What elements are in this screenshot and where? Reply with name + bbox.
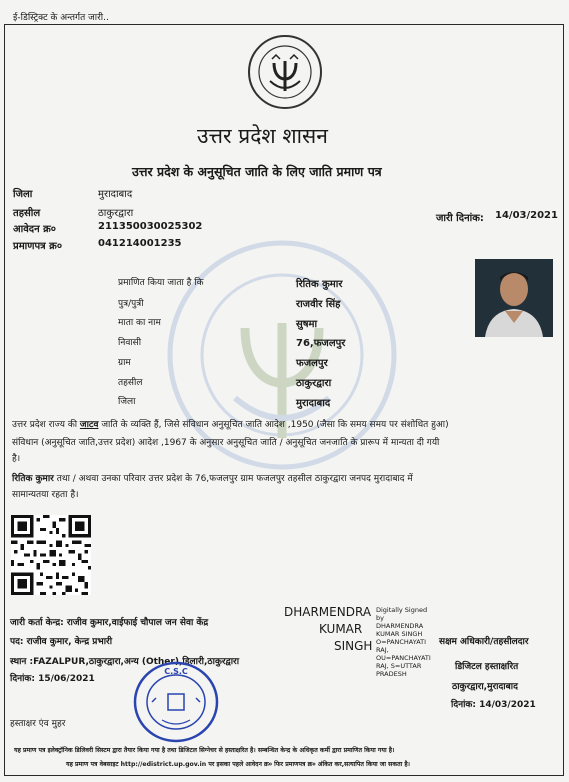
csc-stamp [132,660,220,744]
digital-signature-details [376,606,431,678]
detail-district-value: मुरादाबाद [296,398,331,409]
issue-date-label: जारी दिनांक: [436,213,484,224]
mother-label: माता का नाम [118,318,161,328]
digital-signature [284,605,434,695]
applicant-photo [475,259,553,337]
paragraph-1-start: उत्तर प्रदेश राज्य की [12,420,80,430]
footer-right-date [451,697,536,710]
applicant-name: रितिक कुमार [12,474,54,484]
footer-note-1: यह प्रमाण पत्र इलेक्ट्रॉनिक डिलिवरी सिस्टम द्वारा तैयार किया गया है तथा डिजिटल सिग्नेचर से हस्ताक्षरित है। सम्बन्धित केन्द्र के अधिकृत कर्मी द्वारा प्रमाणित किया गया है। [14,747,395,754]
issuing-place: स्थान :FAZALPUR,ठाकुरद्वारा,अन्य (Other),डिलारी,ठाकुरद्वारा [10,657,240,667]
footer-left-date-value: 15/06/2021 [38,674,95,684]
detail-tehsil-label: तहसील [118,378,143,388]
detail-district-label: जिला [118,397,136,407]
certify-label: प्रमाणित किया जाता है कि [118,278,204,288]
paragraph-1-line-1 [12,417,449,430]
mother-value: सुषमा [296,319,318,330]
authority-location: ठाकुरद्वारा,मुरादाबाद [452,682,518,692]
paragraph-2-rest: तथा / अथवा उनका परिवार उत्तर प्रदेश के 76,फजलपुर ग्राम फजलपुर तहसील ठाकुरद्वारा जनपद मुरादाबाद में [53,474,413,484]
footer-left-date-label: दिनांक: [10,674,35,684]
paragraph-2-line-2: सामान्यतया रहता है। [12,490,79,500]
issuing-center: जारी कर्ता केन्द्र: राजीव कुमार,वाईफाई चौपाल जन सेवा केंद्र [10,618,209,628]
resident-value: 76,फजलपुर [296,338,346,349]
village-value: फजलपुर [296,358,328,369]
village-label: ग्राम [118,358,131,368]
district-value: मुरादाबाद [98,189,133,200]
issue-date-value: 14/03/2021 [495,210,558,221]
paragraph-1-line-3: है। [12,454,21,464]
signer-name-line-2: KUMAR [319,622,363,636]
competent-authority: सक्षम अधिकारी/तहसीलदार [439,637,529,647]
certify-value: रितिक कुमार [296,279,343,290]
footer-right-date-label: दिनांक: [451,700,476,710]
certificate-number-value: 041214001235 [98,238,182,249]
caste-name: जाटव [79,420,99,430]
application-number-label: आवेदन क्र० [13,224,57,235]
son-value: राजवीर सिंह [296,299,341,310]
footer-note-2: यह प्रमाण पत्र वेबसाइट http://edistrict.up.gov.in पर इसका पहले आवेदन क्र० फिर प्रमाणपत्र क्र० अंकित कर,सत्यापित किया जा सकता है। [66,761,410,768]
son-label: पुत्र/पुत्री [118,299,144,309]
ds-line: O=PANCHAYATI [376,638,427,646]
resident-label: निवासी [118,338,142,348]
signer-name-line-3: SINGH [334,639,373,653]
certificate-number-label: प्रमाणपत्र क्र० [13,241,63,252]
top-note: ई-डिस्ट्रिक्ट के अन्तर्गत जारी.. [13,13,109,23]
paragraph-2-line-1 [12,471,413,484]
district-label: जिला [13,189,33,200]
ds-line: OU=PANCHAYATI [376,654,431,662]
ds-line: KUMAR SINGH [376,630,423,638]
ds-line: RAJ, S=UTTAR [376,662,422,670]
paragraph-1-rest: जाति के व्यक्ति हैं, जिसे संविधान अनुसूचित जाति आदेश ,1950 (जैसा कि समय समय पर संशोधित हुआ) [98,420,449,430]
paragraph-1-line-2: संविधान (अनुसूचित जाति,उत्तर प्रदेश) आदेश ,1967 के अनुसार अनुसूचित जाति / अनुसूचित जनजाति के प्रारूप में मान्यता दी गयी [12,438,440,448]
tehsil-label: तहसील [13,208,41,219]
footer-right-date-value: 14/03/2021 [479,700,536,710]
digitally-signed-label: डिजिटल हस्ताक्षरित [455,662,519,672]
ds-line: PRADESH [376,670,407,678]
certificate-title: उत्तर प्रदेश के अनुसूचित जाति के लिए जाति प्रमाण पत्र [132,164,382,179]
ds-line: Digitally Signed [376,606,428,614]
ds-line: RAJ, [376,646,389,654]
application-number-value: 211350030025302 [98,221,203,232]
detail-tehsil-value: ठाकुरद्वारा [296,378,332,389]
footer-left-date [10,671,95,684]
qr-code [11,515,91,595]
issuing-post: पद: राजीव कुमार, केन्द्र प्रभारी [10,637,113,647]
up-government-emblem [246,33,324,111]
ds-line: DHARMENDRA [376,622,424,630]
tehsil-value: ठाकुरद्वारा [98,208,134,219]
gov-title: उत्तर प्रदेश शासन [197,124,328,148]
stamp-text: C.S.C [164,667,188,676]
signature-and-seal-label: हस्ताक्षर एंव मुहर [10,719,66,729]
signer-name-line-1: DHARMENDRA [284,605,372,619]
ds-line: by [376,614,384,622]
